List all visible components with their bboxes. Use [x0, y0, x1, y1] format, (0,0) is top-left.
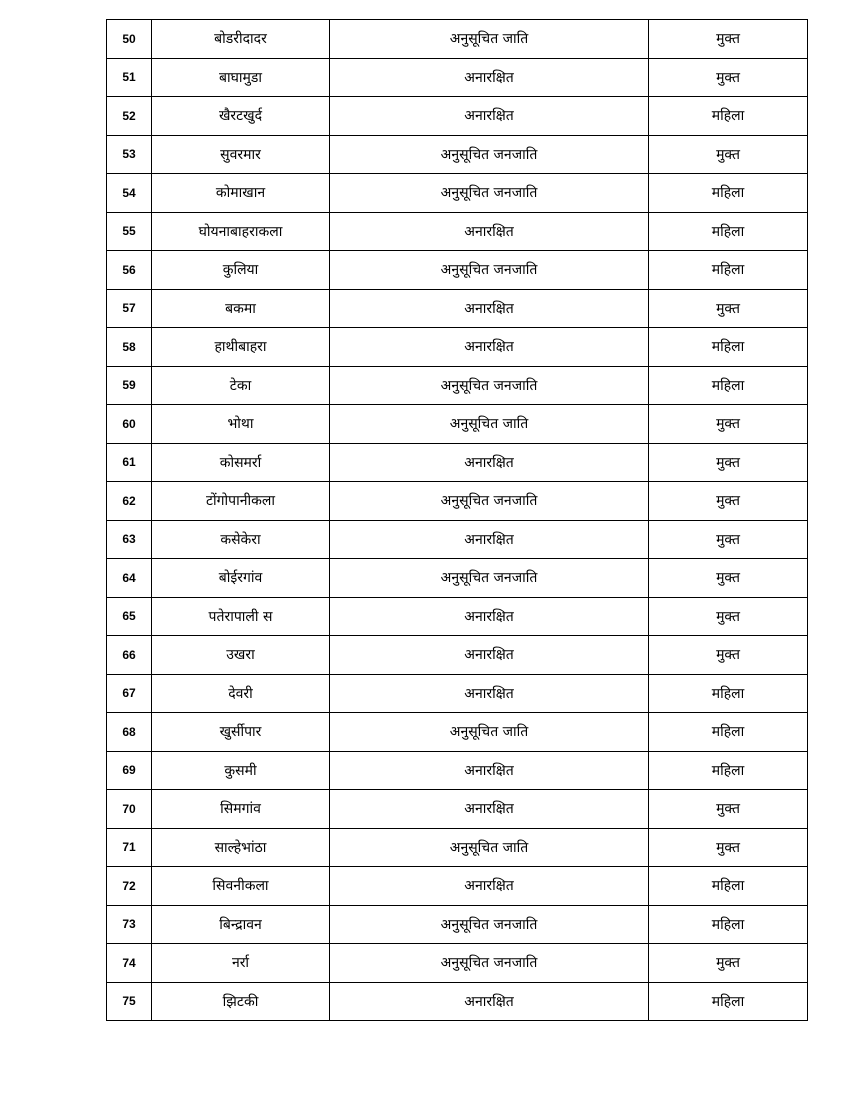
reservation-table: [106, 19, 808, 1021]
table-row: [107, 405, 808, 444]
table-row: [107, 366, 808, 405]
category-cell: अनारक्षित: [330, 751, 649, 790]
serial-number-cell: 75: [107, 982, 152, 1021]
table-row: [107, 559, 808, 598]
gram-panchayat-name-cell: झिटकी: [152, 982, 330, 1021]
category-cell: अनारक्षित: [330, 520, 649, 559]
table-row: [107, 443, 808, 482]
category-cell: अनुसूचित जनजाति: [330, 944, 649, 983]
category-cell: अनुसूचित जाति: [330, 828, 649, 867]
reservation-table-container: [106, 19, 805, 1021]
serial-number-cell: 58: [107, 328, 152, 367]
table-row: [107, 251, 808, 290]
table-row: [107, 97, 808, 136]
serial-number-cell: 51: [107, 58, 152, 97]
reservation-cell: महिला: [649, 713, 808, 752]
serial-number-cell: 71: [107, 828, 152, 867]
serial-number-cell: 63: [107, 520, 152, 559]
serial-number-cell: 67: [107, 674, 152, 713]
table-row: [107, 674, 808, 713]
table-row: [107, 828, 808, 867]
table-row: [107, 289, 808, 328]
gram-panchayat-name-cell: कसेकेरा: [152, 520, 330, 559]
table-row: [107, 482, 808, 521]
reservation-cell: महिला: [649, 97, 808, 136]
serial-number-cell: 64: [107, 559, 152, 598]
serial-number-cell: 74: [107, 944, 152, 983]
table-row: [107, 790, 808, 829]
serial-number-cell: 62: [107, 482, 152, 521]
reservation-cell: महिला: [649, 328, 808, 367]
gram-panchayat-name-cell: कोमाखान: [152, 174, 330, 213]
table-row: [107, 212, 808, 251]
reservation-cell: मुक्त: [649, 135, 808, 174]
category-cell: अनुसूचित जनजाति: [330, 482, 649, 521]
category-cell: अनारक्षित: [330, 212, 649, 251]
table-row: [107, 905, 808, 944]
category-cell: अनारक्षित: [330, 867, 649, 906]
gram-panchayat-name-cell: नर्रा: [152, 944, 330, 983]
reservation-cell: मुक्त: [649, 559, 808, 598]
category-cell: अनुसूचित जाति: [330, 20, 649, 59]
category-cell: अनारक्षित: [330, 982, 649, 1021]
table-row: [107, 135, 808, 174]
category-cell: अनारक्षित: [330, 97, 649, 136]
reservation-cell: महिला: [649, 366, 808, 405]
gram-panchayat-name-cell: खैरटखुर्द: [152, 97, 330, 136]
table-row: [107, 944, 808, 983]
category-cell: अनारक्षित: [330, 674, 649, 713]
reservation-cell: मुक्त: [649, 520, 808, 559]
reservation-cell: महिला: [649, 251, 808, 290]
table-row: [107, 328, 808, 367]
gram-panchayat-name-cell: खुर्सीपार: [152, 713, 330, 752]
reservation-cell: महिला: [649, 867, 808, 906]
gram-panchayat-name-cell: बकमा: [152, 289, 330, 328]
gram-panchayat-name-cell: सुवरमार: [152, 135, 330, 174]
serial-number-cell: 72: [107, 867, 152, 906]
category-cell: अनुसूचित जनजाति: [330, 135, 649, 174]
reservation-cell: मुक्त: [649, 289, 808, 328]
gram-panchayat-name-cell: पतेरापाली स: [152, 597, 330, 636]
serial-number-cell: 73: [107, 905, 152, 944]
gram-panchayat-name-cell: बोडरीदादर: [152, 20, 330, 59]
category-cell: अनारक्षित: [330, 790, 649, 829]
serial-number-cell: 52: [107, 97, 152, 136]
serial-number-cell: 59: [107, 366, 152, 405]
category-cell: अनारक्षित: [330, 443, 649, 482]
gram-panchayat-name-cell: साल्हेभांठा: [152, 828, 330, 867]
serial-number-cell: 55: [107, 212, 152, 251]
serial-number-cell: 70: [107, 790, 152, 829]
reservation-cell: मुक्त: [649, 944, 808, 983]
table-row: [107, 982, 808, 1021]
gram-panchayat-name-cell: टोंगोपानीकला: [152, 482, 330, 521]
category-cell: अनुसूचित जनजाति: [330, 559, 649, 598]
serial-number-cell: 53: [107, 135, 152, 174]
category-cell: अनुसूचित जनजाति: [330, 251, 649, 290]
gram-panchayat-name-cell: कुलिया: [152, 251, 330, 290]
reservation-cell: महिला: [649, 212, 808, 251]
serial-number-cell: 60: [107, 405, 152, 444]
gram-panchayat-name-cell: कोसमर्रा: [152, 443, 330, 482]
category-cell: अनारक्षित: [330, 636, 649, 675]
serial-number-cell: 56: [107, 251, 152, 290]
reservation-cell: मुक्त: [649, 597, 808, 636]
serial-number-cell: 68: [107, 713, 152, 752]
reservation-cell: मुक्त: [649, 790, 808, 829]
table-row: [107, 58, 808, 97]
table-row: [107, 713, 808, 752]
serial-number-cell: 65: [107, 597, 152, 636]
category-cell: अनुसूचित जाति: [330, 405, 649, 444]
gram-panchayat-name-cell: टेका: [152, 366, 330, 405]
serial-number-cell: 57: [107, 289, 152, 328]
gram-panchayat-name-cell: उखरा: [152, 636, 330, 675]
gram-panchayat-name-cell: हाथीबाहरा: [152, 328, 330, 367]
reservation-cell: मुक्त: [649, 443, 808, 482]
serial-number-cell: 61: [107, 443, 152, 482]
serial-number-cell: 54: [107, 174, 152, 213]
table-row: [107, 20, 808, 59]
category-cell: अनुसूचित जनजाति: [330, 366, 649, 405]
reservation-cell: महिला: [649, 174, 808, 213]
category-cell: अनारक्षित: [330, 328, 649, 367]
gram-panchayat-name-cell: बिन्द्रावन: [152, 905, 330, 944]
category-cell: अनुसूचित जनजाति: [330, 905, 649, 944]
serial-number-cell: 66: [107, 636, 152, 675]
gram-panchayat-name-cell: बाघामुडा: [152, 58, 330, 97]
gram-panchayat-name-cell: भोथा: [152, 405, 330, 444]
category-cell: अनुसूचित जाति: [330, 713, 649, 752]
table-row: [107, 867, 808, 906]
table-row: [107, 520, 808, 559]
category-cell: अनारक्षित: [330, 597, 649, 636]
gram-panchayat-name-cell: बोईरगांव: [152, 559, 330, 598]
category-cell: अनुसूचित जनजाति: [330, 174, 649, 213]
reservation-cell: महिला: [649, 982, 808, 1021]
gram-panchayat-name-cell: सिमगांव: [152, 790, 330, 829]
gram-panchayat-name-cell: घोयनाबाहराकला: [152, 212, 330, 251]
table-body: [107, 20, 808, 1021]
gram-panchayat-name-cell: सिवनीकला: [152, 867, 330, 906]
reservation-cell: मुक्त: [649, 636, 808, 675]
serial-number-cell: 50: [107, 20, 152, 59]
table-row: [107, 636, 808, 675]
reservation-cell: मुक्त: [649, 20, 808, 59]
category-cell: अनारक्षित: [330, 58, 649, 97]
table-row: [107, 174, 808, 213]
serial-number-cell: 69: [107, 751, 152, 790]
category-cell: अनारक्षित: [330, 289, 649, 328]
reservation-cell: महिला: [649, 905, 808, 944]
reservation-cell: मुक्त: [649, 828, 808, 867]
gram-panchayat-name-cell: देवरी: [152, 674, 330, 713]
reservation-cell: मुक्त: [649, 405, 808, 444]
reservation-cell: महिला: [649, 674, 808, 713]
reservation-cell: मुक्त: [649, 58, 808, 97]
reservation-cell: महिला: [649, 751, 808, 790]
table-row: [107, 597, 808, 636]
reservation-cell: मुक्त: [649, 482, 808, 521]
table-row: [107, 751, 808, 790]
gram-panchayat-name-cell: कुसमी: [152, 751, 330, 790]
